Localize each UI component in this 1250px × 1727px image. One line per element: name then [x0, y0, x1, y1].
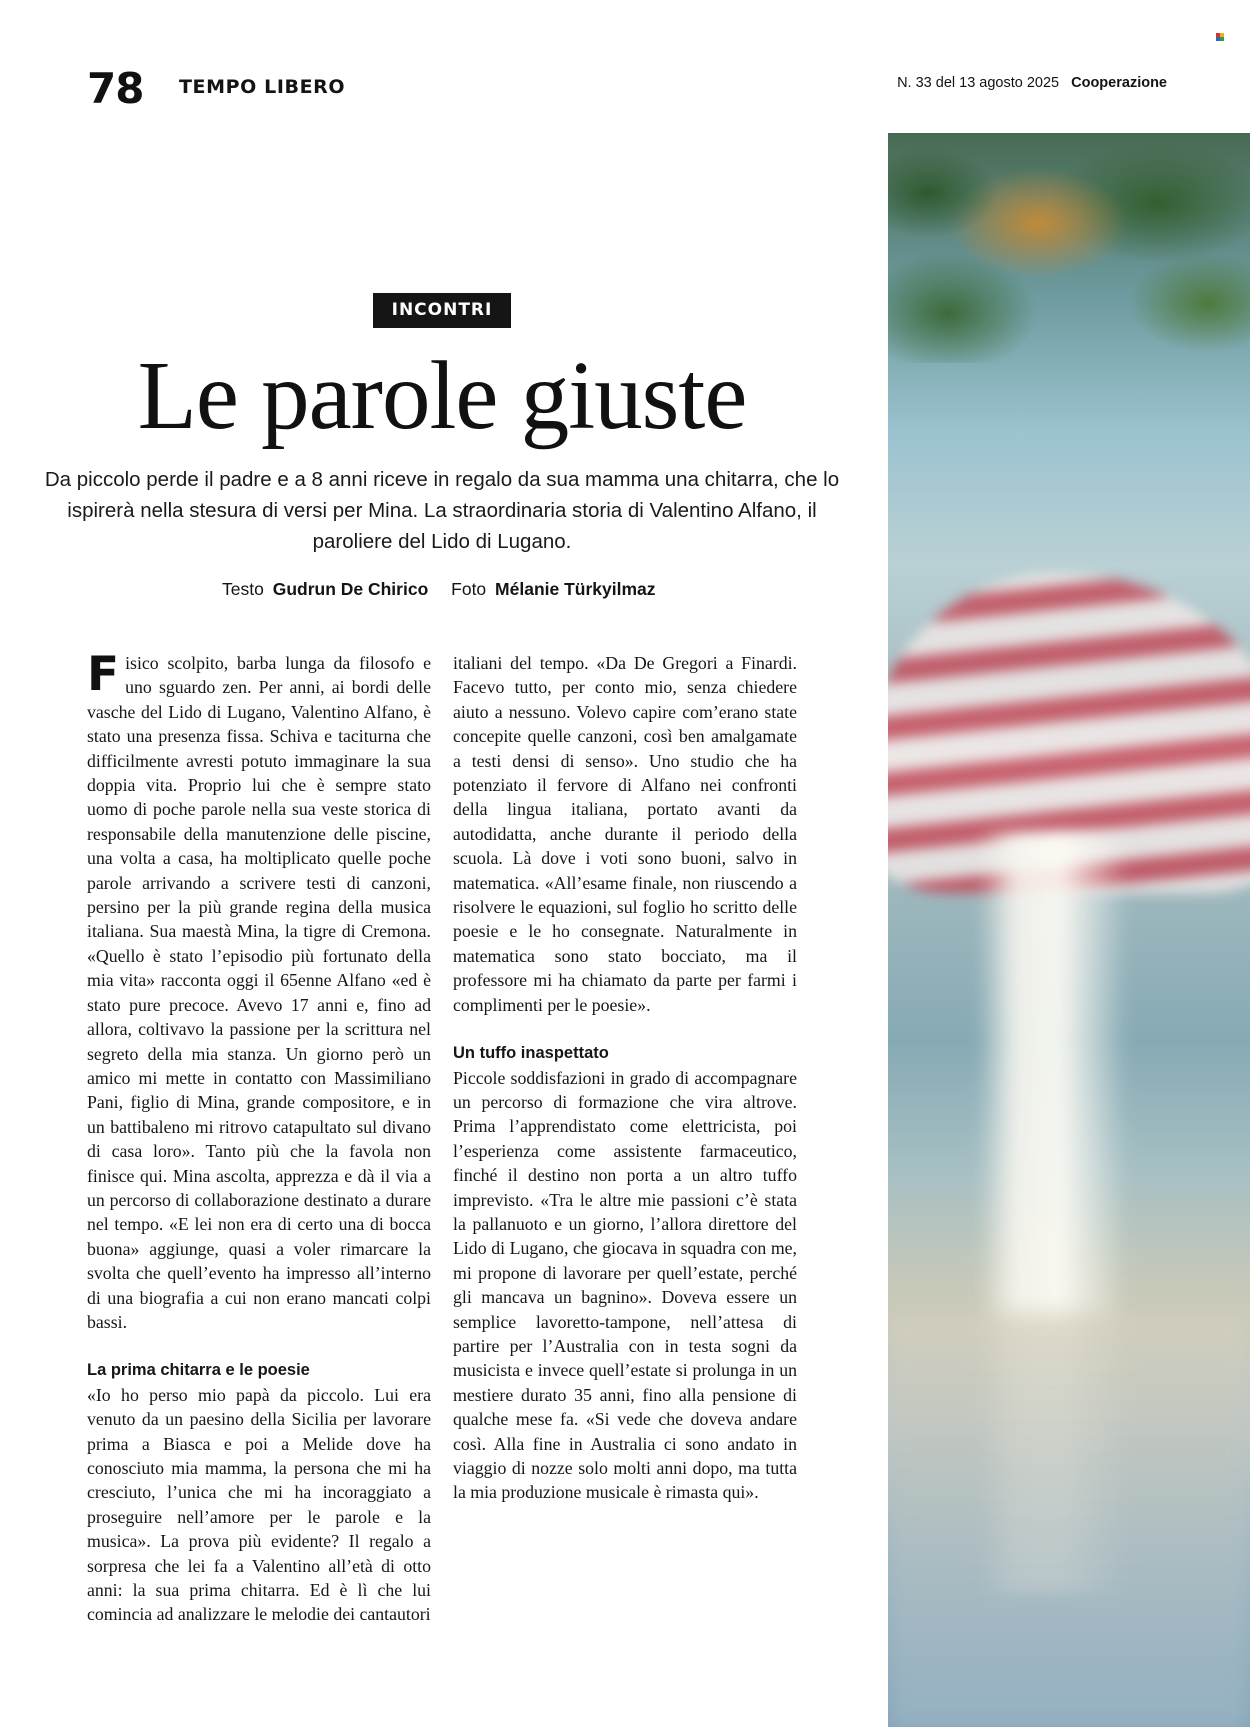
corner-color-mark [1216, 33, 1225, 42]
photo-poolside [888, 1313, 1250, 1727]
text-credit-label: Testo [222, 579, 264, 599]
page-header [87, 66, 1167, 112]
subhead-first-guitar: La prima chitarra e le poesie [87, 1361, 310, 1380]
byline [222, 575, 656, 603]
body-paragraph-1-text: isico scolpito, barba lunga da filosofo e uno sguardo zen. Per anni, ai bordi delle vasche del Lido di Lugano, Valentino Alfano, è stato una presenza fissa. Schiva e taciturna che difficilmente avresti potuto immaginare la sua doppia vita. Proprio lui che è sempre stato uomo di poche parole nella sua veste storica di responsabile della manutenzione delle piscine, una volta a casa, ha moltiplicato quelle poche parole arrivando a scrivere testi di canzoni, persino per la più grande regina della musica italiana. Sua maestà Mina, la tigre di Cremona. «Quello è stato l’episodio più fortunato della mia vita» racconta oggi il 65enne Alfano «ed è stato pure precoce. Avevo 17 anni e, fino ad allora, coltivavo la passione per la scrittura nel segreto della mia stanza. Un giorno però un amico mi mette in contatto con Massimiliano Pani, figlio di Mina, grande compositore, e in un battibaleno mi ritrovo catapultato sul divano di casa loro». Tanto più che la favola non finisce qui. Mina ascolta, apprezza e dà il via a un percorso di collaborazione destinato a durare nel tempo. «E lei non era di certo una di bocca buona» aggiunge, quasi a voler rimarcare la svolta che quell’evento ha impresso all’interno di una biografia a cui non erano mancati colpi bassi. [87, 653, 431, 1332]
photo-credit-label: Foto [451, 579, 487, 599]
photo-author: Mélanie Türkyilmaz [495, 579, 656, 599]
article-column-left [87, 647, 431, 1627]
body-paragraph-2-continued: italiani del tempo. «Da De Gregori a Finardi. Facevo tutto, per conto mio, senza chiedere aiuto a nessuno. Volevo capire com’erano state concepite quelle canzoni, così ben amalgamate a testi densi di senso». Uno studio che ha potenziato il fervore di Alfano nei confronti della lingua italiana, portato avanti da autodidatta, anche durante il periodo della scuola. Là dove i voti sono buoni, salvo in matematica. «All’esame finale, non riuscendo a risolvere le equazioni, sul foglio ho scritto delle poesie e le ho consegnate. Naturalmente in matematica sono stato bocciato, ma il professore mi ha chiamato da parte per farmi i complimenti per le poesie». [453, 653, 797, 1015]
standfirst: Da piccolo perde il padre e a 8 anni riceve in regalo da sua mamma una chitarra, che lo ispirerà nella stesura di versi per Mina. La straordinaria storia di Valentino Alfano, il paroliere del Lido di Lugano. [44, 468, 840, 553]
publication-name: Cooperazione [1071, 75, 1167, 91]
body-paragraph-3: Piccole soddisfazioni in grado di accompagnare un percorso di formazione che vira altrove. Prima l’apprendistato come elettricista, poi l’esperienza come assistente farmaceutico, finché il destino non porta a un altro tuffo imprevisto. «Tra le altre mie passioni c’è stata la pallanuoto e un giorno, l’allora direttore del Lido di Lugano, che giocava in squadra con me, mi propone di lavorare per quell’estate, perché gli mancava un bagnino». Doveva essere un semplice lavoretto-tampone, nell’attesa di partire per l’Australia con in testa sogni da musicista e invece quell’estate si prolunga in un mestiere durato 35 anni, fino alla pensione di qualche mese fa. «Si vede che doveva andare così. Alla fine in Australia ci sono andato in viaggio di nozze solo molti anni dopo, ma tutta la mia produzione musicale è rimasta qui». [453, 1067, 797, 1503]
body-paragraph-2: «Io ho perso mio papà da piccolo. Lui era venuto da un paesino della Sicilia per lavorare prima a Biasca e poi a Melide dove ha conosciuto mia mamma, la persona che mi ha cresciuto, l’unica che mi ha incoraggiato a proseguire nell’amore per le parole e la musica». La prova più evidente? Il regalo a sorpresa che lei fa a Valentino all’età di otto anni: la sua prima chitarra. Ed è lì che lui comincia ad analizzare le melodie dei cantautori [87, 1384, 431, 1625]
article-photo [888, 133, 1250, 1727]
article-column-right [453, 651, 797, 1505]
issue-info [897, 71, 1167, 95]
subhead-unexpected-dive: Un tuffo inaspettato [453, 1044, 609, 1063]
body-paragraph-1 [87, 647, 431, 1334]
headline: Le parole giuste [137, 342, 747, 449]
text-author: Gudrun De Chirico [272, 579, 429, 599]
photo-foliage [888, 133, 1250, 363]
section-title: TEMPO LIBERO [179, 76, 346, 98]
page-number: 78 [87, 64, 144, 113]
drop-cap: F [87, 647, 120, 702]
issue-date: N. 33 del 13 agosto 2025 [897, 75, 1060, 91]
kicker-badge: INCONTRI [373, 293, 511, 328]
